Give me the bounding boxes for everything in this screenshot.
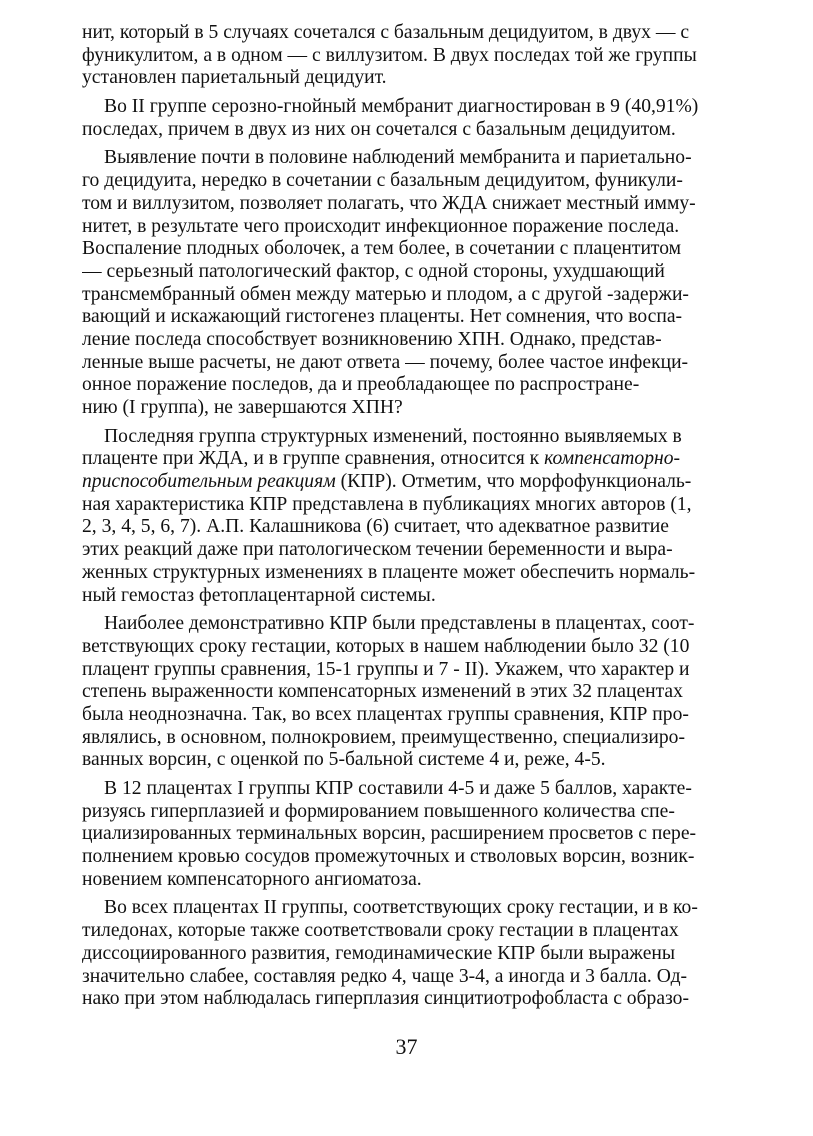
- text-line: циализированных терминальных ворсин, расширением просветов с пере-: [82, 823, 697, 845]
- text-line: плацент группы сравнения, 15-1 группы и 7 - II). Укажем, что характер и: [82, 658, 690, 680]
- text-line: степень выраженности компенсаторных изменений в этих 32 плацентах: [82, 681, 683, 703]
- text-line: нит, который в 5 случаях сочетался с базальным децидуитом, в двух — с: [82, 22, 690, 43]
- body-text: [82, 22, 742, 1011]
- paragraph-2: [82, 96, 742, 141]
- text-line: вающий и искажающий гистогенез плаценты. Нет сомнения, что воспа-: [82, 306, 683, 328]
- text-line: последах, причем в двух из них он сочетался с базальным децидуитом.: [82, 118, 676, 140]
- text-line: [82, 448, 742, 471]
- text-line: го децидуита, нередко в сочетании с базальным децидуитом, фуникули-: [82, 170, 683, 192]
- paragraph-3: [82, 147, 742, 419]
- text-segment: (КПР). Отметим, что морфофункциональ-: [335, 471, 692, 493]
- text-line: ная характеристика КПР представлена в публикациях многих авторов (1,: [82, 493, 692, 515]
- text-line: ленные выше расчеты, не дают ответа — почему, более частое инфекци-: [82, 351, 689, 373]
- text-line: трансмембранный обмен между матерью и плодом, а с другой -задержи-: [82, 283, 689, 305]
- text-line: — серьезный патологический фактор, с одной стороны, ухудшающий: [82, 260, 665, 282]
- text-line: являлись, в основном, полнокровием, преимущественно, специализиро-: [82, 726, 686, 748]
- text-line: Последняя группа структурных изменений, постоянно выявляемых в: [104, 425, 682, 447]
- text-line: [82, 471, 742, 494]
- page-number: 37: [395, 1034, 418, 1059]
- text-line: установлен париетальный децидуит.: [82, 67, 387, 89]
- text-line: полнением кровью сосудов промежуточных и стволовых ворсин, возник-: [82, 846, 695, 868]
- text-line: ризуясь гиперплазией и формированием повышенного количества спе-: [82, 800, 675, 822]
- italic-term: приспособительным реакциям: [82, 471, 336, 493]
- text-line: Во II группе серозно-гнойный мембранит диагностирован в 9 (40,91%): [104, 96, 699, 118]
- text-line: тиледонах, которые также соответствовали сроку гестации в плацентах: [82, 920, 679, 942]
- italic-term: компенсаторно-: [544, 448, 681, 470]
- text-line: 2, 3, 4, 5, 6, 7). А.П. Калашникова (6) считает, что адекватное развитие: [82, 516, 669, 538]
- text-line: значительно слабее, составляя редко 4, чаще 3-4, а иногда и 3 балла. Од-: [82, 965, 688, 987]
- text-line: В 12 плацентах I группы КПР составили 4-5 и даже 5 баллов, характе-: [104, 778, 692, 799]
- paragraph-4: [82, 426, 742, 608]
- paragraph-6: [82, 778, 742, 891]
- text-line: женных структурных изменениях в плаценте может обеспечить нормаль-: [82, 561, 696, 583]
- text-line: Во всех плацентах II группы, соответствующих сроку гестации, и в ко-: [104, 897, 698, 919]
- text-line: ванных ворсин, с оценкой по 5-бальной системе 4 и, реже, 4-5.: [82, 749, 606, 771]
- text-line: Наиболее демонстративно КПР были представлены в плацентах, соот-: [104, 613, 695, 635]
- text-line: этих реакций даже при патологическом течении беременности и выра-: [82, 539, 673, 561]
- text-line: новением компенсаторного ангиоматоза.: [82, 868, 422, 890]
- text-line: нако при этом наблюдалась гиперплазия синцитиотрофобласта с образо-: [82, 988, 689, 1010]
- text-line: была неоднозначна. Так, во всех плацентах группы сравнения, КПР про-: [82, 703, 689, 725]
- text-segment: плаценте при ЖДА, и в группе сравнения, относится к: [82, 448, 545, 470]
- paragraph-7: [82, 897, 742, 1010]
- text-line: онное поражение последов, да и преобладающее по распростране-: [82, 374, 640, 396]
- text-line: ветствующих сроку гестации, которых в нашем наблюдении было 32 (10: [82, 635, 690, 657]
- text-line: нитет, в результате чего происходит инфекционное поражение последа.: [82, 215, 680, 237]
- text-line: том и виллузитом, позволяет полагать, что ЖДА снижает местный иммy-: [82, 192, 696, 214]
- text-line: нию (I группа), не завершаются ХПН?: [82, 397, 403, 418]
- text-line: диссоциированного развития, гемодинамические КПР были выражены: [82, 942, 676, 964]
- paragraph-5: [82, 613, 742, 772]
- text-line: Выявление почти в половине наблюдений мембранита и париетально-: [104, 147, 692, 169]
- text-line: Воспаление плодных оболочек, а тем более, в сочетании с плацентитом: [82, 238, 682, 260]
- text-line: фуникулитом, а в одном — с виллузитом. В двух последах той же группы: [82, 44, 697, 66]
- paragraph-1: [82, 22, 742, 90]
- text-line: ный гемостаз фетоплацентарной системы.: [82, 584, 436, 606]
- text-line: ление последа способствует возникновению ХПН. Однако, представ-: [82, 328, 662, 350]
